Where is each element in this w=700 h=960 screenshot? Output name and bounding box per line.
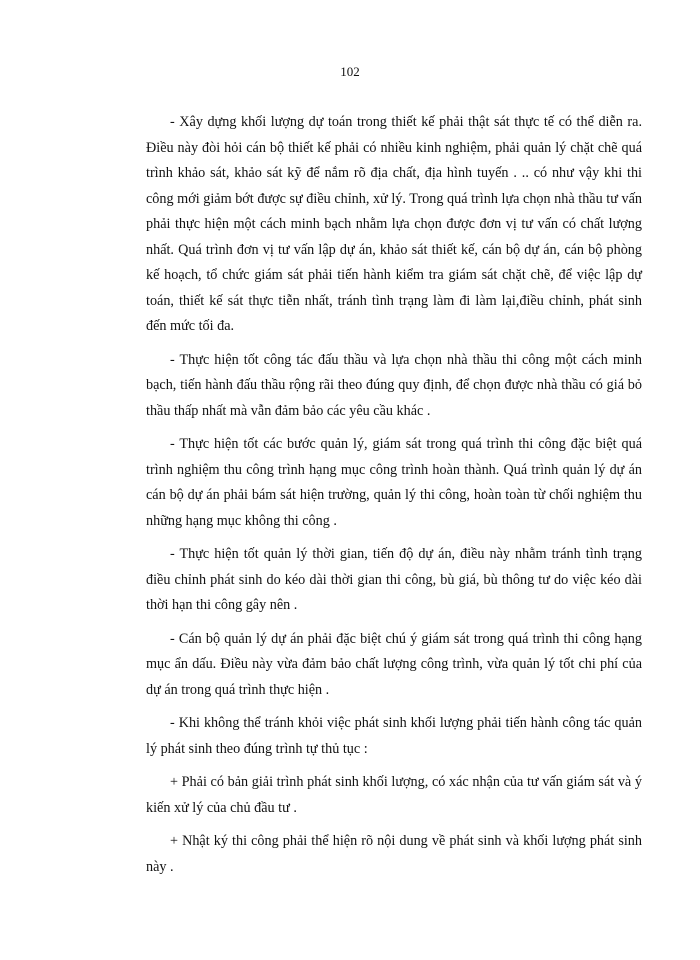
paragraph-construction-log: + Nhật ký thi công phải thể hiện rõ nội dung về phát sinh và khối lượng phát sinh này . xyxy=(146,833,642,875)
paragraph-cost-estimate: - Xây dựng khối lượng dự toán trong thiết kế phải thật sát thực tế có thể diễn ra. Điều này đòi hỏi cán bộ thiết kế phải có nhiều kinh nghiệm, phải quản lý chặt chẽ quá trình khảo sát, khảo sát kỹ để nắm rõ địa chất, địa hình tuyến . .. có như vậy khi thi công mới giảm bớt được sự điều chỉnh, xử lý. Trong quá trình lựa chọn nhà thầu tư vấn phải thực hiện một cách minh bạch nhằm lựa chọn được đơn vị tư vấn có chất lượng nhất. Quá trình đơn vị tư vấn lập dự án, khảo sát thiết kế, cán bộ dự án, cán bộ phòng kế hoạch, tổ chức giám sát phải tiến hành kiểm tra giám sát chặt chẽ, để việc lập dự toán, thiết kế sát thực tiễn nhất, tránh tình trạng làm đi làm lại,điều chỉnh, phát sinh đến mức tối đa. xyxy=(146,114,642,334)
paragraph-arising-volume: - Khi không thể tránh khỏi việc phát sinh khối lượng phải tiến hành công tác quản lý phát sinh theo đúng trình tự thủ tục : xyxy=(146,715,642,757)
paragraph-explanation: + Phải có bản giải trình phát sinh khối lượng, có xác nhận của tư vấn giám sát và ý kiến xử lý của chủ đầu tư . xyxy=(146,774,642,816)
paragraph-schedule: - Thực hiện tốt quản lý thời gian, tiến độ dự án, điều này nhằm tránh tình trạng điều chỉnh phát sinh do kéo dài thời gian thi công, bù giá, bù thông tư do việc kéo dài thời hạn thi công gây nên . xyxy=(146,546,642,613)
page-number: 102 xyxy=(340,64,360,79)
paragraph-hidden-items: - Cán bộ quản lý dự án phải đặc biệt chú ý giám sát trong quá trình thi công hạng mục ẩn dấu. Điều này vừa đảm bảo chất lượng công trình, vừa quản lý tốt chi phí của dự án trong quá trình thực hiện . xyxy=(146,630,642,698)
paragraph-bidding: - Thực hiện tốt công tác đấu thầu và lựa chọn nhà thầu thi công một cách minh bạch, tiến hành đấu thầu rộng rãi theo đúng quy định, để chọn được nhà thầu có giá bỏ thầu thấp nhất mà vẫn đảm bảo các yêu cầu khác . xyxy=(146,351,642,419)
paragraph-supervision: - Thực hiện tốt các bước quản lý, giám sát trong quá trình thi công đặc biệt quá trình nghiệm thu công trình hạng mục công trình hoàn thành. Quá trình quản lý dự án cán bộ dự án phải bám sát hiện trường, quản lý thi công, hoàn toàn từ chối nghiệm thu những hạng mục không thi công . xyxy=(146,436,642,529)
body-text xyxy=(146,110,642,888)
